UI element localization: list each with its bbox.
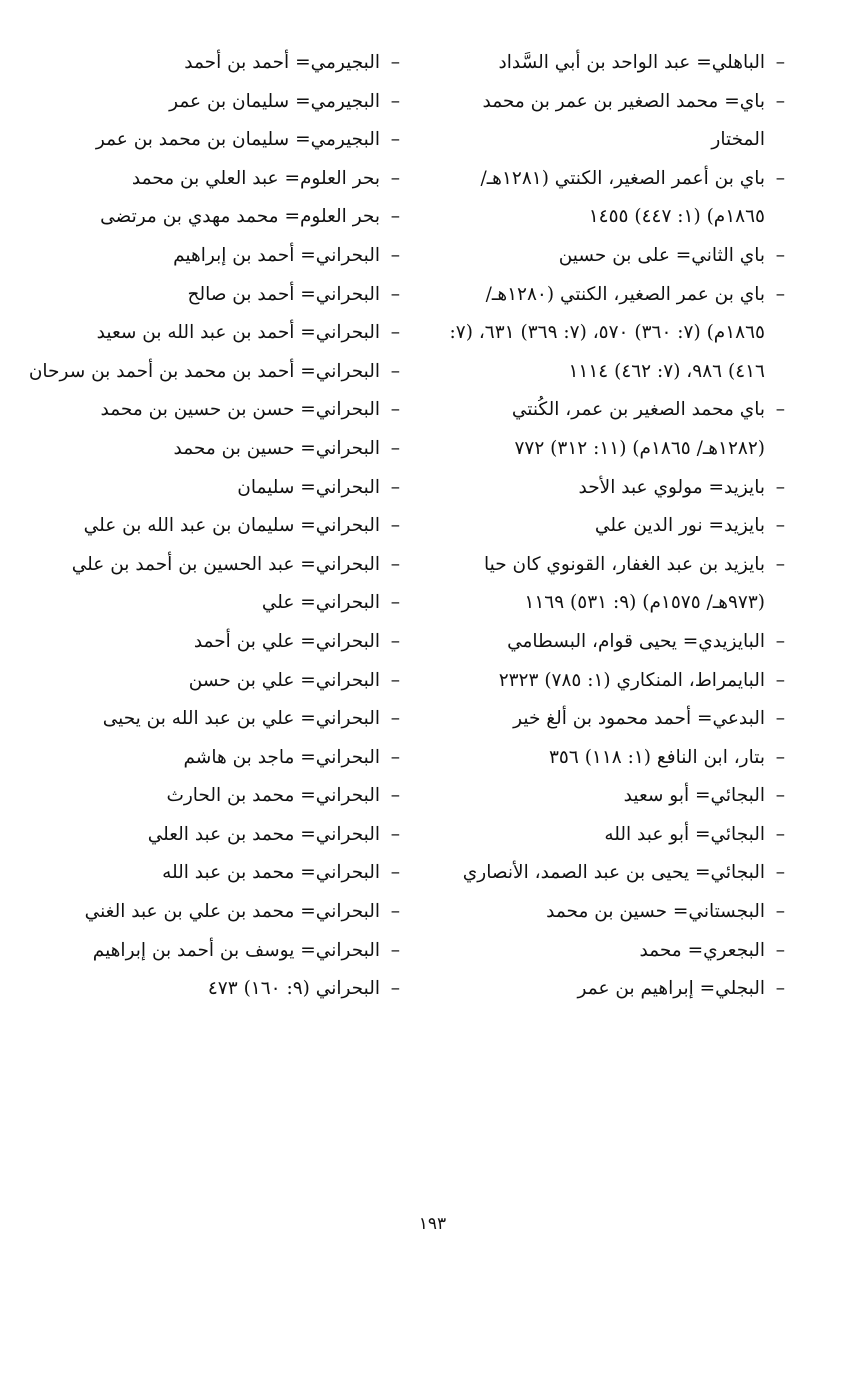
index-entry — [443, 44, 785, 83]
index-entry — [8, 546, 400, 585]
entry-dash: – — [775, 901, 785, 923]
entry-text: البحراني= علي — [261, 592, 380, 614]
index-entry — [443, 469, 785, 508]
entry-text: باي بن أعمر الصغير، الكنتي (١٢٨١هـ/ ١٨٦٥م) (١: ٤٤٧) ١٤٥٥ — [480, 167, 765, 228]
entry-text: باي بن عمر الصغير، الكنتي (١٢٨٠هـ/ ١٨٦٥م) (٧: ٣٦٠) ٥٧٠، (٧: ٣٦٩) ٦٣١، (٧: ٤١٦) ٩٨٦، (٧: ٤٦٢) ١١١٤ — [449, 283, 765, 382]
index-entry — [8, 893, 400, 932]
entry-text: البجائي= أبو سعيد — [623, 785, 765, 807]
entry-text: البايزيدي= يحيى قوام، البسطامي — [507, 630, 765, 652]
entry-dash: – — [775, 785, 785, 807]
entry-dash: – — [775, 283, 785, 305]
entry-dash: – — [775, 939, 785, 961]
entry-text: البجلي= إبراهيم بن عمر — [577, 978, 765, 1000]
entry-dash: – — [390, 862, 400, 884]
entry-dash: – — [390, 515, 400, 537]
index-entry — [443, 970, 785, 1009]
entry-text: البحراني= أحمد بن عبد الله بن سعيد — [96, 322, 380, 344]
index-entry — [443, 391, 785, 468]
entry-dash: – — [390, 206, 400, 228]
entry-dash: – — [775, 399, 785, 421]
entry-text: البحراني= محمد بن علي بن عبد الغني — [84, 901, 380, 923]
entry-dash: – — [390, 322, 400, 344]
entry-dash: – — [775, 978, 785, 1000]
index-entry — [443, 237, 785, 276]
index-entry — [443, 854, 785, 893]
entry-dash: – — [775, 553, 785, 575]
entry-text: البحراني= ماجد بن هاشم — [183, 746, 380, 768]
index-entry — [8, 700, 400, 739]
entry-dash: – — [775, 823, 785, 845]
index-entry — [8, 932, 400, 971]
entry-text: البجيرمي= سليمان بن عمر — [169, 90, 380, 112]
index-entry — [8, 83, 400, 122]
entry-dash: – — [390, 167, 400, 189]
entry-dash: – — [390, 785, 400, 807]
index-entry — [8, 314, 400, 353]
entry-text: البحراني= عبد الحسين بن أحمد بن علي — [71, 553, 380, 575]
index-entry — [8, 816, 400, 855]
index-entry — [443, 777, 785, 816]
index-column-left — [8, 44, 400, 1009]
entry-text: البدعي= أحمد محمود بن ألغ خير — [513, 708, 765, 730]
entry-dash: – — [775, 669, 785, 691]
entry-text: البجعري= محمد — [639, 939, 765, 961]
entry-text: باي= محمد الصغير بن عمر بن محمد المختار — [482, 90, 765, 151]
entry-dash: – — [390, 90, 400, 112]
index-entry — [8, 44, 400, 83]
entry-text: البجستاني= حسين بن محمد — [546, 901, 765, 923]
entry-text: البحراني= محمد بن عبد الله — [162, 862, 380, 884]
entry-dash: – — [390, 244, 400, 266]
index-entry — [8, 970, 400, 1009]
index-entry — [443, 276, 785, 392]
entry-text: البحراني= علي بن حسن — [188, 669, 380, 691]
index-entry — [8, 777, 400, 816]
entry-dash: – — [390, 129, 400, 151]
index-entry — [8, 391, 400, 430]
entry-dash: – — [775, 167, 785, 189]
index-entry — [443, 623, 785, 662]
index-entry — [443, 507, 785, 546]
entry-text: البحراني= أحمد بن إبراهيم — [173, 244, 380, 266]
entry-dash: – — [390, 746, 400, 768]
entry-dash: – — [390, 283, 400, 305]
index-entry — [8, 160, 400, 199]
index-entry — [8, 430, 400, 469]
entry-text: البحراني= سليمان بن عبد الله بن علي — [83, 515, 380, 537]
index-entry — [443, 816, 785, 855]
index-entry — [8, 198, 400, 237]
index-entry — [443, 932, 785, 971]
entry-text: البجيرمي= سليمان بن محمد بن عمر — [95, 129, 380, 151]
entry-text: بايزيد= مولوي عبد الأحد — [578, 476, 765, 498]
entry-dash: – — [390, 52, 400, 73]
entry-dash: – — [390, 437, 400, 459]
entry-text: البحراني= أحمد بن صالح — [187, 283, 380, 305]
entry-text: بايزيد بن عبد الغفار، القونوي كان حيا (٩٧٣هـ/ ١٥٧٥م) (٩: ٥٣١) ١١٦٩ — [483, 553, 765, 614]
index-entry — [8, 507, 400, 546]
entry-text: البجيرمي= أحمد بن أحمد — [184, 52, 380, 73]
entry-dash: – — [390, 630, 400, 652]
entry-dash: – — [775, 515, 785, 537]
entry-text: البحراني= محمد بن الحارث — [166, 785, 380, 807]
entry-dash: – — [390, 476, 400, 498]
entry-dash: – — [775, 244, 785, 266]
entry-dash: – — [390, 553, 400, 575]
index-entry — [443, 546, 785, 623]
index-entry — [8, 854, 400, 893]
entry-dash: – — [775, 708, 785, 730]
entry-text: البحراني= يوسف بن أحمد بن إبراهيم — [92, 939, 380, 961]
entry-text: البحراني= سليمان — [237, 476, 380, 498]
entry-text: البايمراط، المنكاري (١: ٧٨٥) ٢٣٢٣ — [498, 669, 765, 691]
entry-text: البحراني= أحمد بن محمد بن أحمد بن سرحان — [28, 360, 380, 382]
entry-dash: – — [775, 476, 785, 498]
entry-text: البجائي= أبو عبد الله — [604, 823, 765, 845]
entry-dash: – — [775, 52, 785, 73]
index-entry — [443, 160, 785, 237]
entry-dash: – — [390, 978, 400, 1000]
entry-dash: – — [390, 592, 400, 614]
entry-dash: – — [775, 90, 785, 112]
index-entry — [443, 700, 785, 739]
index-entry — [8, 353, 400, 392]
entry-text: البحراني= محمد بن عبد العلي — [147, 823, 380, 845]
entry-text: بحر العلوم= محمد مهدي بن مرتضى — [100, 206, 380, 228]
entry-text: البحراني (٩: ١٦٠) ٤٧٣ — [207, 978, 380, 1000]
index-entry — [8, 121, 400, 160]
entry-dash: – — [390, 360, 400, 382]
index-entry — [8, 623, 400, 662]
entry-dash: – — [775, 862, 785, 884]
index-entry — [8, 237, 400, 276]
entry-text: الباهلي= عبد الواحد بن أبي السَّداد — [498, 52, 765, 73]
index-entry — [8, 584, 400, 623]
entry-dash: – — [775, 630, 785, 652]
entry-text: البحراني= علي بن عبد الله بن يحيى — [102, 708, 380, 730]
index-entry — [8, 469, 400, 508]
index-column-right — [443, 44, 785, 1009]
entry-dash: – — [390, 708, 400, 730]
index-entry — [443, 83, 785, 160]
entry-dash: – — [390, 901, 400, 923]
index-entry — [8, 276, 400, 315]
entry-text: بتار، ابن النافع (١: ١١٨) ٣٥٦ — [549, 746, 765, 768]
index-entry — [443, 893, 785, 932]
entry-dash: – — [390, 669, 400, 691]
entry-text: البحراني= علي بن أحمد — [193, 630, 380, 652]
entry-text: باي محمد الصغير بن عمر، الكُنتي (١٢٨٢هـ/ ١٨٦٥م) (١١: ٣١٢) ٧٧٢ — [511, 399, 765, 459]
index-entry — [8, 739, 400, 778]
entry-dash: – — [775, 746, 785, 768]
index-entry — [8, 662, 400, 701]
entry-dash: – — [390, 399, 400, 421]
entry-dash: – — [390, 939, 400, 961]
entry-text: بحر العلوم= عبد العلي بن محمد — [131, 167, 380, 189]
entry-text: البجائي= يحيى بن عبد الصمد، الأنصاري — [462, 862, 765, 884]
entry-text: البحراني= حسين بن محمد — [173, 437, 380, 459]
entry-text: بايزيد= نور الدين علي — [594, 515, 765, 537]
entry-text: البحراني= حسن بن حسين بن محمد — [100, 399, 380, 421]
index-entry — [443, 739, 785, 778]
index-entry — [443, 662, 785, 701]
entry-text: باي الثاني= على بن حسين — [558, 244, 765, 266]
entry-dash: – — [390, 823, 400, 845]
page-number: ١٩٣ — [418, 1214, 447, 1234]
